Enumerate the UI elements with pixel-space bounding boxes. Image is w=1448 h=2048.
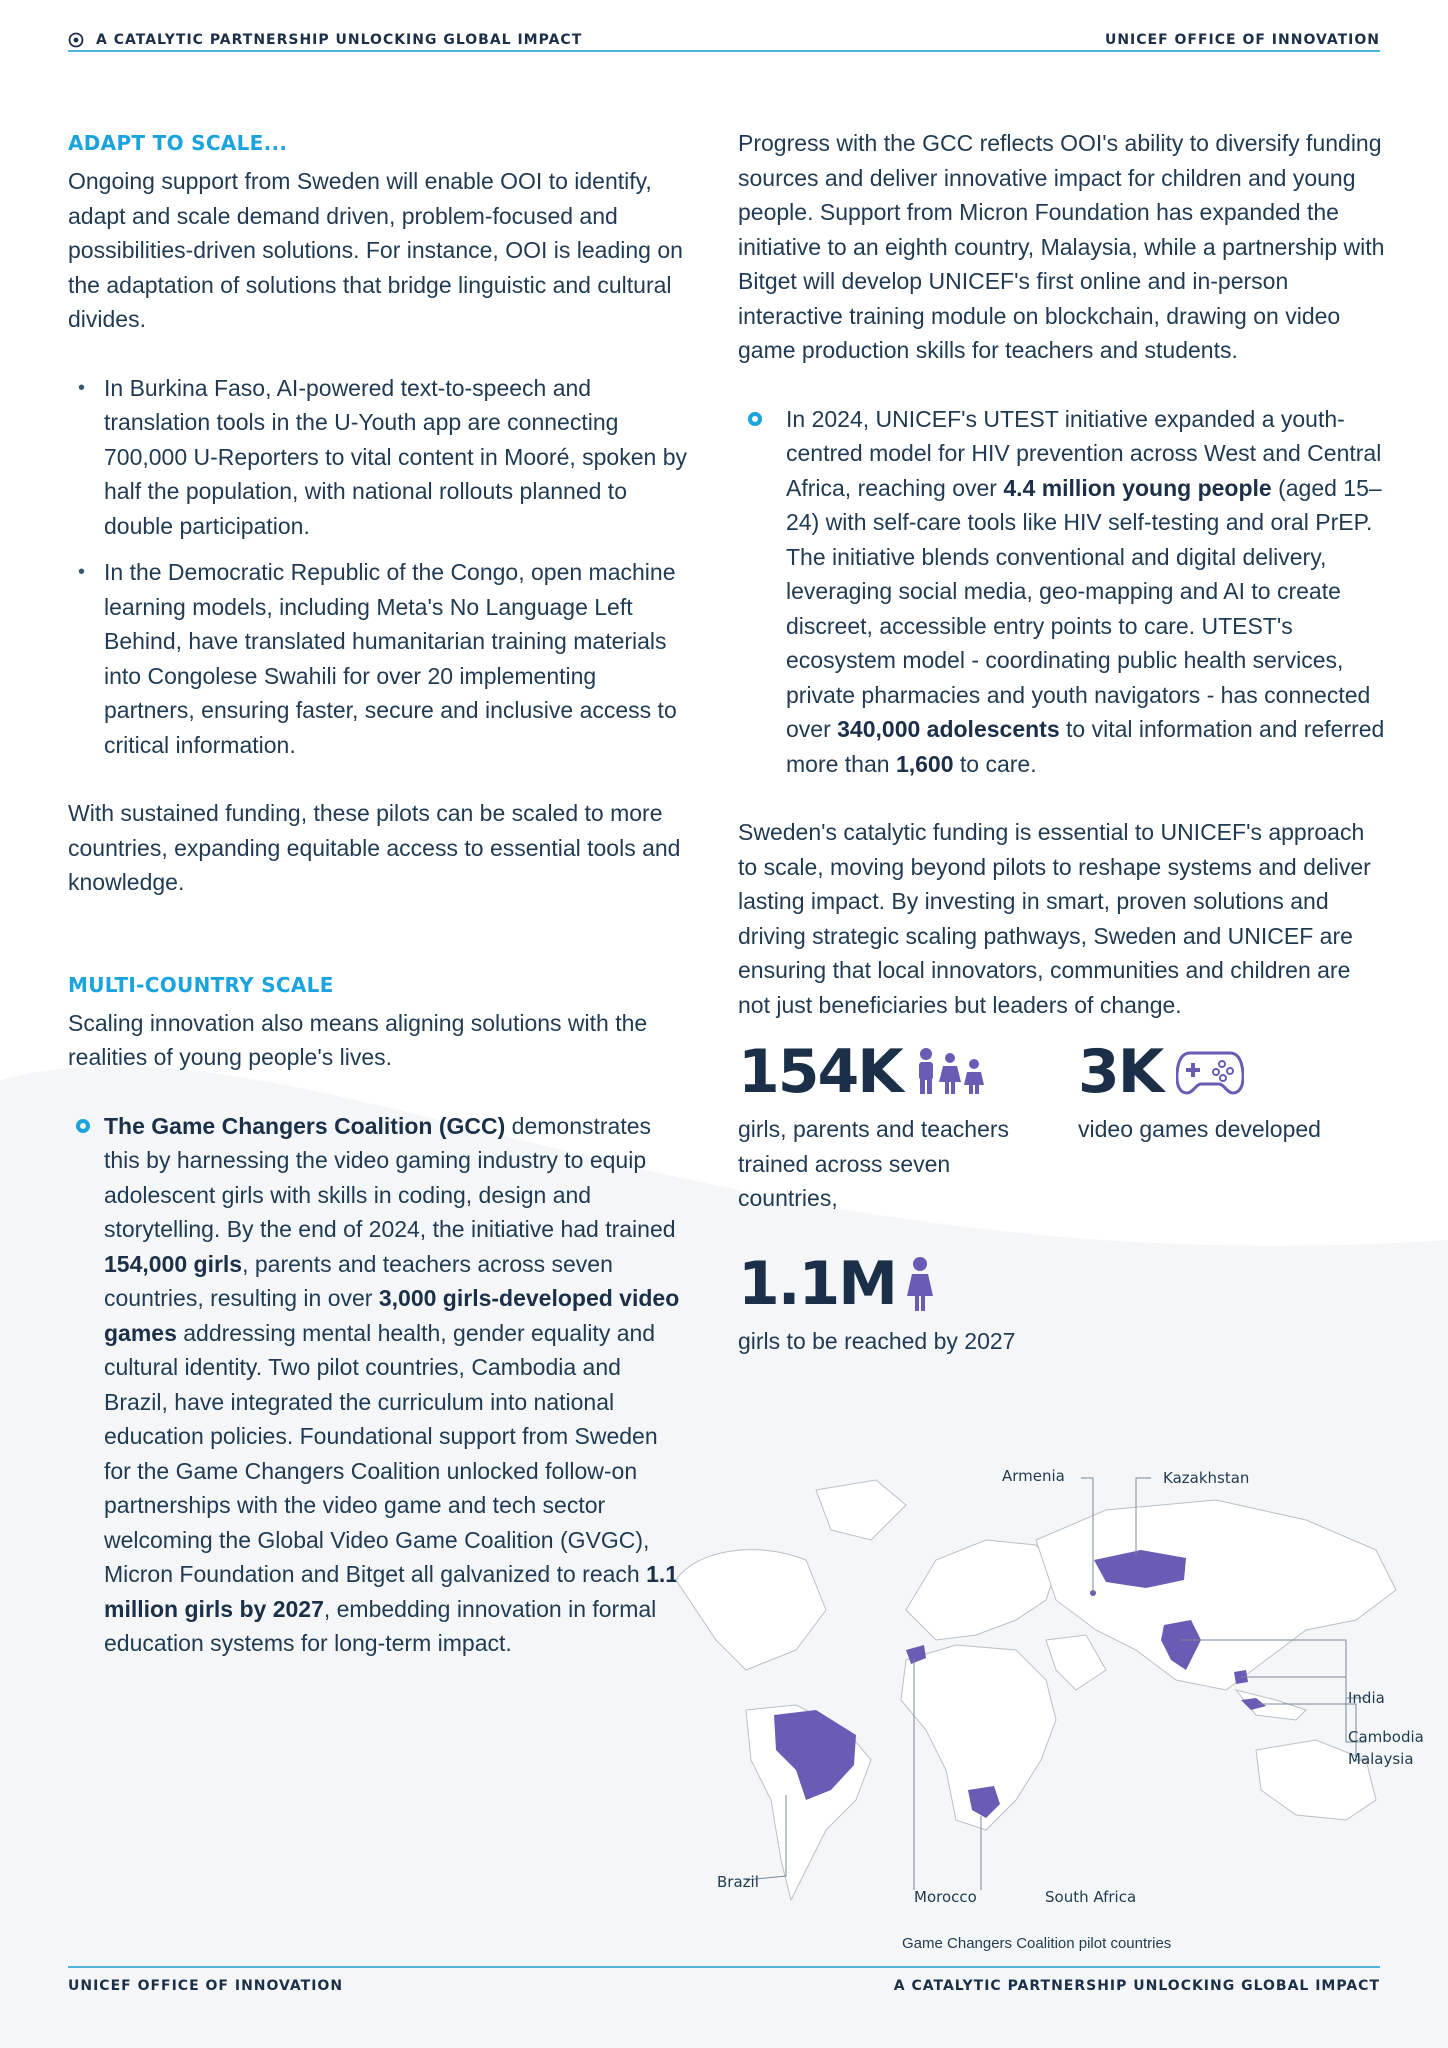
target-icon bbox=[68, 32, 84, 48]
page-footer bbox=[68, 1978, 1380, 1994]
footer-title: A CATALYTIC PARTNERSHIP UNLOCKING GLOBAL IMPACT bbox=[893, 1978, 1380, 1994]
gcc-item bbox=[68, 1109, 690, 1661]
stat-value: 154K bbox=[738, 1037, 902, 1107]
map-label-kazakhstan: Kazakhstan bbox=[1163, 1469, 1250, 1487]
list-item-text: In the Democratic Republic of the Congo, open machine learning models, including Meta's No Language Left Behind, have translated humanitarian training materials into Congolese Swahili for over 20 implementing partners, ensuring faster, secure and inclusive access to critical information. bbox=[104, 559, 677, 758]
stat-value: 3K bbox=[1078, 1037, 1163, 1107]
pilot-list bbox=[68, 371, 690, 763]
stat-block bbox=[1078, 1037, 1378, 1216]
header-divider bbox=[68, 50, 1380, 52]
map-label-armenia: Armenia bbox=[1002, 1467, 1065, 1485]
right-column bbox=[738, 126, 1388, 1358]
map-label-brazil: Brazil bbox=[717, 1873, 759, 1891]
utest-item bbox=[738, 402, 1388, 782]
stat-description: girls, parents and teachers trained across seven countries, bbox=[738, 1116, 1010, 1211]
footer-divider bbox=[68, 1966, 1380, 1968]
adapt-intro: Ongoing support from Sweden will enable OOI to identify, adapt and scale demand driven, problem-focused and possibilities-driven solutions. For instance, OOI is leading on the adaptation of solutions that bridge linguistic and cultural divides. bbox=[68, 168, 683, 332]
header-org: UNICEF OFFICE OF INNOVATION bbox=[1104, 32, 1380, 48]
sweden-paragraph: Sweden's catalytic funding is essential to UNICEF's approach to scale, moving beyond pilots to reshape systems and deliver lasting impact. By investing in smart, proven solutions and driving strategic scaling pathways, Sweden and UNICEF are ensuring that local innovators, communities and children are not just beneficiaries but leaders of change. bbox=[738, 819, 1371, 1018]
map-label-india: India bbox=[1348, 1689, 1385, 1707]
list-item bbox=[68, 371, 690, 544]
map-label-morocco: Morocco bbox=[914, 1888, 977, 1906]
stat-block bbox=[738, 1037, 1078, 1216]
gcc-paragraph: The Game Changers Coalition (GCC) demonstrates this by harnessing the video gaming industry to equip adolescent girls with skills in coding, design and storytelling. By the end of 2024, the initiative had trained 154,000 girls, parents and teachers across seven countries, resulting in over 3,000 girls-developed video games addressing mental health, gender equality and cultural identity. Two pilot countries, Cambodia and Brazil, have integrated the curriculum into national education policies. Foundational support from Sweden for the Game Changers Coalition unlocked follow-on partnerships with the video game and tech sector welcoming the Global Video Game Coalition (GVGC), Micron Foundation and Bitget all galvanized to reach 1.1 million girls by 2027, embedding innovation in formal education systems for long-term impact. bbox=[104, 1112, 680, 1656]
sustained-paragraph: With sustained funding, these pilots can be scaled to more countries, expanding equitable access to essential tools and knowledge. bbox=[68, 800, 681, 895]
map-label-cambodia: Cambodia bbox=[1348, 1728, 1424, 1746]
gcc-bold: The Game Changers Coalition (GCC) bbox=[104, 1112, 506, 1139]
list-item-text: In Burkina Faso, AI-powered text-to-speech and translation tools in the U-Youth app are connecting 700,000 U-Reporters to vital content in Mooré, spoken by half the population, with national rollouts planned to double participation. bbox=[104, 374, 687, 539]
stats-row bbox=[738, 1037, 1388, 1216]
game-controller-icon bbox=[1176, 1047, 1244, 1097]
progress-paragraph: Progress with the GCC reflects OOI's ability to diversify funding sources and deliver innovative impact for children and young people. Support from Micron Foundation has expanded the initiative to an eighth country, Malaysia, while a partnership with Bitget will develop UNICEF's first online and in-person interactive training module on blockchain, drawing on video game production skills for teachers and students. bbox=[738, 130, 1385, 363]
map-label-south-africa: South Africa bbox=[1045, 1888, 1137, 1906]
world-map bbox=[656, 1460, 1446, 1960]
stat-value: 1.1M bbox=[738, 1248, 896, 1319]
stat-description: girls to be reached by 2027 bbox=[738, 1327, 1016, 1354]
adapt-heading: ADAPT TO SCALE... bbox=[68, 131, 288, 155]
ring-bullet-icon bbox=[76, 1119, 90, 1133]
footer-org: UNICEF OFFICE OF INNOVATION bbox=[68, 1978, 344, 1994]
map-label-malaysia: Malaysia bbox=[1348, 1750, 1414, 1768]
girl-icon bbox=[906, 1256, 934, 1312]
multi-intro: Scaling innovation also means aligning solutions with the realities of young people's lives. bbox=[68, 1009, 648, 1070]
family-icon bbox=[914, 1047, 992, 1097]
multi-heading: MULTI-COUNTRY SCALE bbox=[68, 972, 334, 997]
header-title: A CATALYTIC PARTNERSHIP UNLOCKING GLOBAL IMPACT bbox=[96, 32, 583, 48]
map-caption: Game Changers Coalition pilot countries bbox=[902, 1935, 1172, 1952]
utest-paragraph: In 2024, UNICEF's UTEST initiative expanded a youth-centred model for HIV prevention across West and Central Africa, reaching over 4.4 million young people (aged 15–24) with self-care tools like HIV self-testing and oral PrEP. The initiative blends conventional and digital delivery, leveraging social media, geo-mapping and AI to create discreet, accessible entry points to care. UTEST's ecosystem model - coordinating public health services, private pharmacies and youth navigators - has connected over 340,000 adolescents to vital information and referred more than 1,600 to care. bbox=[786, 405, 1385, 777]
stat-block bbox=[738, 1248, 1388, 1359]
bullet-icon: • bbox=[78, 376, 86, 399]
stat-description: video games developed bbox=[1078, 1116, 1321, 1142]
page-header bbox=[68, 28, 1380, 52]
left-column bbox=[68, 126, 690, 1661]
list-item bbox=[68, 555, 690, 762]
bullet-icon: • bbox=[78, 561, 86, 583]
ring-bullet-icon bbox=[748, 412, 762, 426]
